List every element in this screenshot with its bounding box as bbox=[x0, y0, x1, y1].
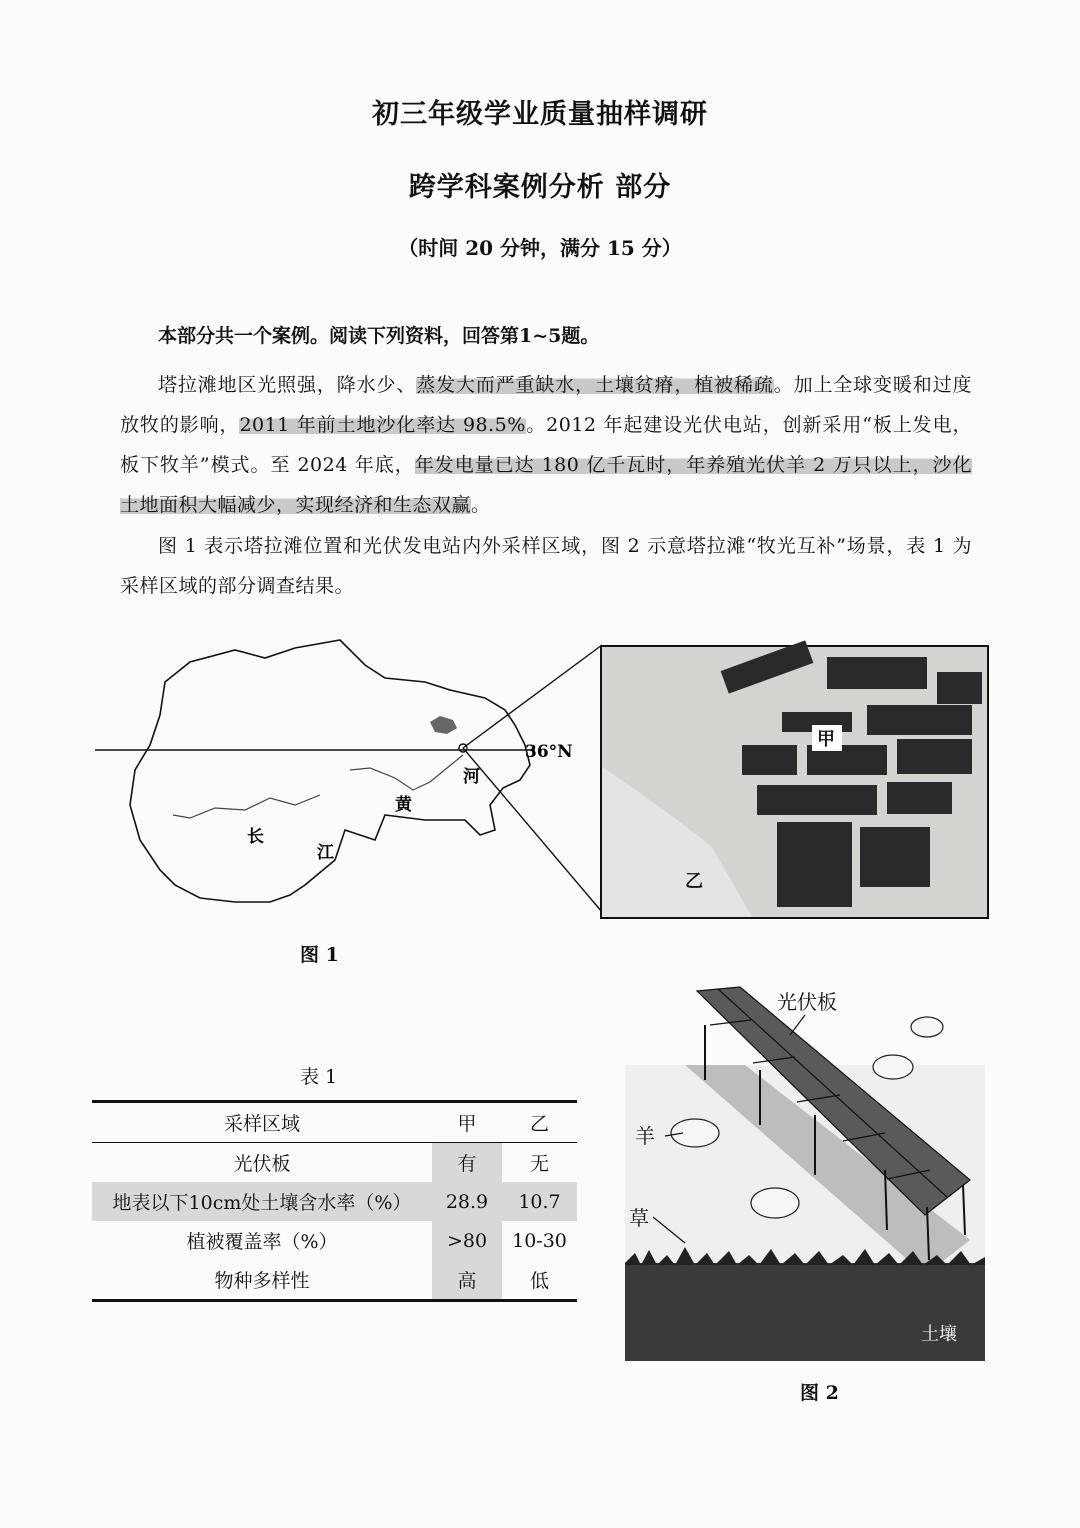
table-cell: 有 bbox=[432, 1143, 502, 1183]
table-cell: 光伏板 bbox=[233, 1153, 291, 1175]
yangtze-river-line bbox=[173, 795, 320, 818]
table-header-row bbox=[92, 1102, 577, 1143]
yellow-river-line bbox=[350, 755, 463, 790]
table-cell: 10.7 bbox=[502, 1182, 577, 1221]
table-row bbox=[92, 1260, 577, 1301]
zoom-lines bbox=[460, 640, 610, 920]
panel-leader-line bbox=[790, 1015, 805, 1035]
case-paragraph-1: 塔拉滩地区光照强，降水少、蒸发大而严重缺水，土壤贫瘠，植被稀疏。加上全球变暖和过度放牧的影响，2011 年前土地沙化率达 98.5%。2012 年起建设光伏电站，创新采用“板上发电，板下牧羊”模式。至 2024 年底，年发电量已达 180 亿千瓦时，年养殖光伏羊 2 万只以上，沙化土地面积大幅减少，实现经济和生态双赢。 bbox=[120, 374, 972, 516]
grass-label: 草 bbox=[629, 1206, 649, 1230]
table-header: 乙 bbox=[529, 1113, 549, 1135]
table-row bbox=[92, 1221, 577, 1260]
table-header: 甲 bbox=[457, 1113, 477, 1135]
photo-label-jia: 甲 bbox=[817, 729, 835, 750]
case-paragraph-2: 图 1 表示塔拉滩位置和光伏发电站内外采样区域，图 2 示意塔拉滩“牧光互补”场景，表 1 为采样区域的部分调查结果。 bbox=[120, 535, 972, 597]
solar-array-photo bbox=[602, 647, 987, 917]
intro-text: 本部分共一个案例。阅读下列资料，回答第1~5题。 bbox=[158, 325, 600, 347]
table-header: 采样区域 bbox=[223, 1113, 300, 1135]
satellite-photo bbox=[600, 645, 989, 919]
table-row bbox=[92, 1182, 577, 1221]
table-cell: 植被覆盖率（%） bbox=[186, 1231, 338, 1253]
table-cell: 无 bbox=[529, 1153, 549, 1175]
table-cell: 低 bbox=[529, 1270, 549, 1292]
table-cell: 高 bbox=[432, 1260, 502, 1301]
figure2-caption: 图 2 bbox=[800, 1382, 839, 1404]
river-label-huang: 黄 bbox=[395, 795, 412, 815]
sheep-label: 羊 bbox=[635, 1124, 655, 1148]
soil-layer bbox=[625, 1263, 985, 1361]
panel-label: 光伏板 bbox=[777, 990, 837, 1014]
river-label-he: 河 bbox=[463, 767, 480, 787]
table-cell: >80 bbox=[432, 1221, 502, 1260]
river-label-jiang: 江 bbox=[317, 843, 334, 863]
soil-label: 土壤 bbox=[921, 1324, 957, 1345]
time-note: （时间 20 分钟，满分 15 分） bbox=[398, 236, 682, 260]
latitude-label: 36°N bbox=[525, 742, 573, 762]
table-cell: 10-30 bbox=[512, 1229, 567, 1252]
table1 bbox=[92, 1100, 577, 1302]
river-label-chang: 长 bbox=[247, 827, 264, 847]
section-title: 跨学科案例分析 部分 bbox=[408, 172, 672, 203]
table-cell: 地表以下10cm处土壤含水率（%） bbox=[92, 1182, 432, 1221]
figure1-caption: 图 1 bbox=[300, 944, 339, 966]
table-cell: 物种多样性 bbox=[214, 1270, 310, 1292]
table-row bbox=[92, 1143, 577, 1183]
lake-shape bbox=[430, 716, 457, 734]
table-cell: 28.9 bbox=[432, 1182, 502, 1221]
page-title: 初三年级学业质量抽样调研 bbox=[372, 99, 708, 130]
figure2-scene bbox=[625, 985, 985, 1365]
table1-title: 表 1 bbox=[300, 1066, 338, 1088]
survey-table bbox=[92, 1100, 577, 1302]
photo-label-yi: 乙 bbox=[685, 871, 703, 892]
